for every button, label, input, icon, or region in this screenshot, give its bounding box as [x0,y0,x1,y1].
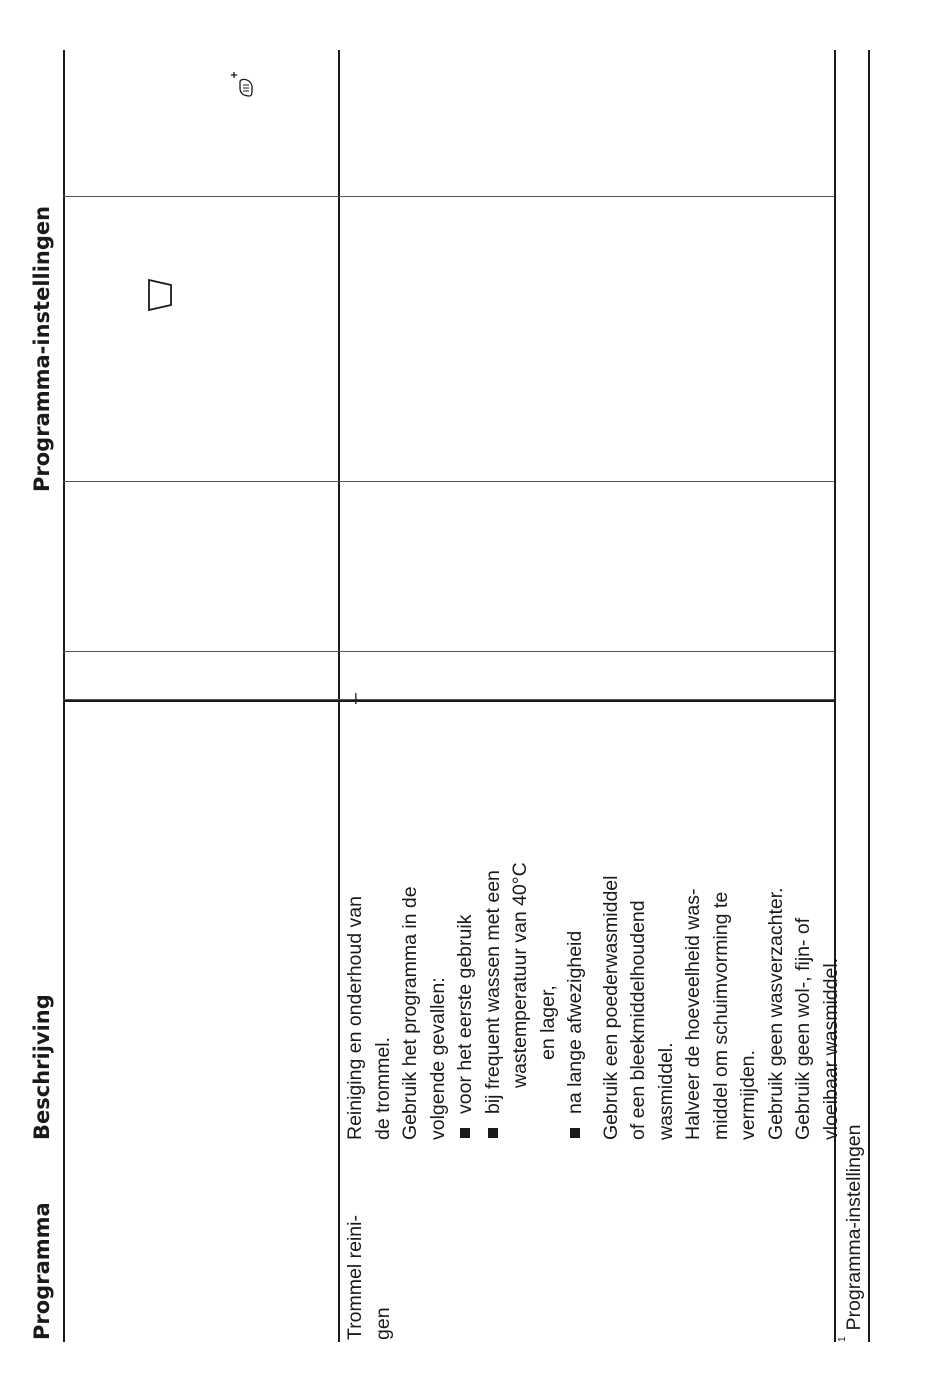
footnote-marker: 1 [836,1336,848,1342]
list-item-line: en lager, [536,985,559,1060]
header-separator-rule [338,50,340,1342]
column-header-programma: Programma [30,1202,54,1340]
usage-bullet-list [452,710,590,1140]
programma-line: gen [371,1307,394,1340]
table-top-rule [63,50,65,1342]
description-line: wasmiddel. [654,1042,677,1140]
programma-cell [342,1150,397,1340]
prewash-drawer-icon [145,278,175,312]
settings-subcolumn-line [63,699,834,700]
description-line: Reiniging en onderhoud van [344,896,366,1140]
hand-plus-icon [230,70,258,100]
list-item: na lange afwezigheid [562,710,590,1140]
list-item: voor het eerste gebruik [452,710,480,1140]
list-item-line: wastemperatuur van 40°C [509,862,531,1088]
description-line: volgende gevallen: [426,977,449,1140]
description-line: Gebruik geen wasverzachter. [764,887,787,1140]
description-line: Gebruik het programma in de [399,886,421,1140]
page-bottom-rule [868,50,870,1342]
description-line: middel om schuimvorming te [709,891,732,1140]
table-bottom-rule [834,50,836,1342]
footnote-text: Programma-instellingen [843,1124,865,1331]
description-line: Halveer de hoeveelheid was- [682,888,704,1140]
description-line: vloeibaar wasmiddel. [819,957,842,1140]
column-header-programma-instellingen: Programma-instellingen [30,205,54,492]
settings-dash: – [344,693,366,704]
list-item-line: bij frequent wassen met een [481,870,504,1114]
description-line: Gebruik een poederwasmiddel [599,875,622,1140]
column-header-beschrijving: Beschrijving [30,994,54,1140]
description-line: of een bleekmiddelhoudend [627,900,649,1140]
description-line: Gebruik geen wol-, fijn- of [792,917,814,1140]
settings-subcolumn-line [63,481,834,482]
beschrijving-cell [342,710,845,1140]
description-line: vermijden. [737,1050,759,1140]
settings-subcolumn-line [63,651,834,652]
programma-line: Trommel reini- [344,1215,366,1340]
settings-subcolumn-line [63,196,834,197]
description-line: de trommel. [371,1037,394,1140]
footnote [836,1124,866,1342]
list-item [480,710,563,1140]
